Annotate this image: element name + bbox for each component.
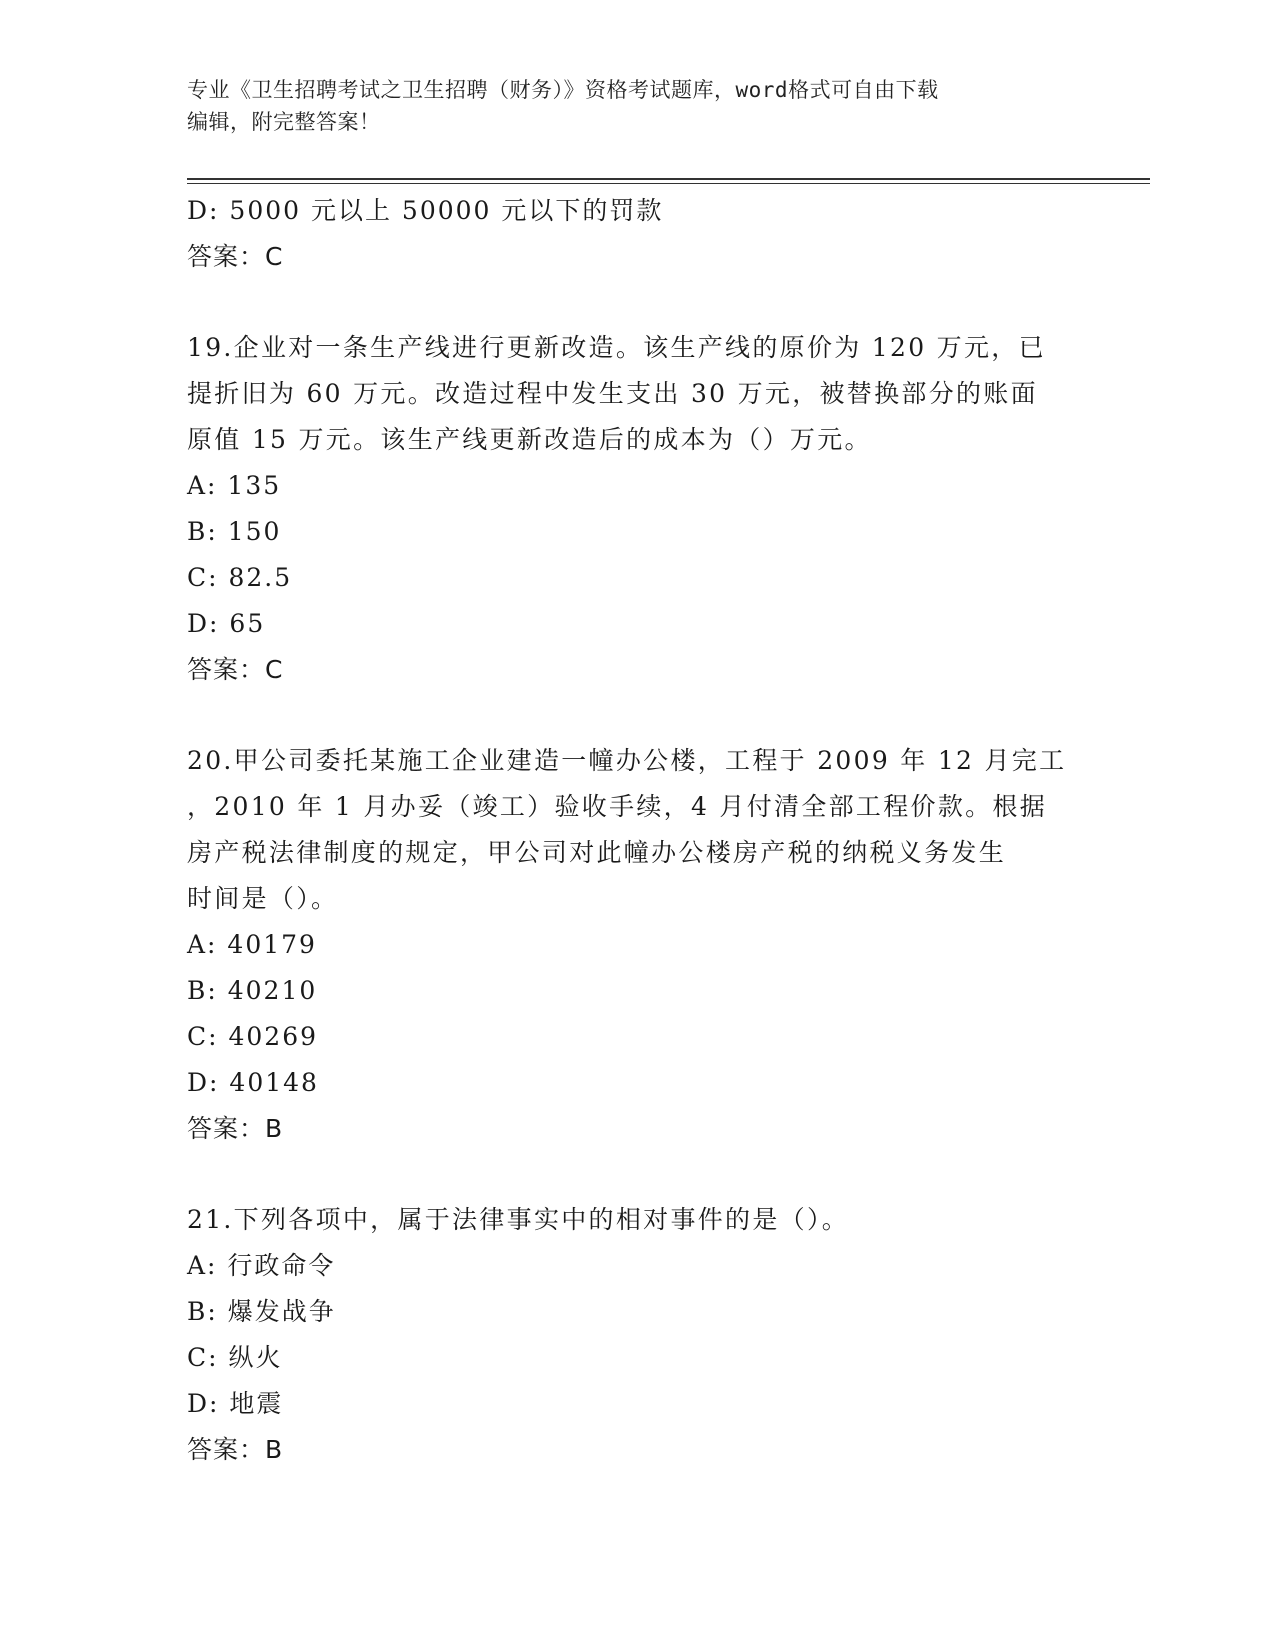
- question-text: 19.企业对一条生产线进行更新改造。该生产线的原价为 120 万元，已: [187, 333, 1046, 362]
- option-b: B: 40210: [187, 976, 318, 1005]
- option-a: A: 40179: [187, 930, 317, 959]
- option-d: D: 40148: [187, 1068, 319, 1097]
- document-header: [187, 74, 1067, 138]
- answer-line: 答案：B: [187, 1114, 284, 1143]
- option-c: C: 82.5: [187, 563, 293, 592]
- option-b: B: 150: [187, 517, 282, 546]
- option-a: A: 行政命令: [187, 1251, 336, 1280]
- option-d: D: 5000 元以上 50000 元以下的罚款: [187, 196, 664, 225]
- option-d: D: 65: [187, 609, 266, 638]
- question-list: [187, 188, 1087, 1473]
- question-text: 21.下列各项中，属于法律事实中的相对事件的是（）。: [187, 1205, 850, 1234]
- header-line-1: 专业《卫生招聘考试之卫生招聘（财务）》资格考试题库，word格式可自由下载: [187, 78, 939, 102]
- header-divider-thin: [187, 183, 1150, 184]
- question-21: [187, 1197, 1087, 1473]
- option-b: B: 爆发战争: [187, 1297, 336, 1326]
- header-line-2: 编辑，附完整答案！: [187, 110, 381, 134]
- header-divider: [187, 178, 1150, 180]
- question-19: [187, 325, 1087, 693]
- question-text: 提折旧为 60 万元。改造过程中发生支出 30 万元，被替换部分的账面: [187, 379, 1038, 408]
- question-text: 时间是（）。: [187, 884, 339, 913]
- option-c: C: 40269: [187, 1022, 319, 1051]
- question-text: 20.甲公司委托某施工企业建造一幢办公楼，工程于 2009 年 12 月完工: [187, 746, 1067, 775]
- option-a: A: 135: [187, 471, 282, 500]
- answer-line: 答案：B: [187, 1435, 284, 1464]
- answer-line: 答案：C: [187, 242, 284, 271]
- question-text: 原值 15 万元。该生产线更新改造后的成本为（）万元。: [187, 425, 872, 454]
- question-text: ，2010 年 1 月办妥（竣工）验收手续，4 月付清全部工程价款。根据: [187, 792, 1048, 821]
- answer-line: 答案：C: [187, 655, 284, 684]
- option-d: D: 地震: [187, 1389, 284, 1418]
- question-text: 房产税法律制度的规定，甲公司对此幢办公楼房产税的纳税义务发生: [187, 838, 1007, 867]
- option-c: C: 纵火: [187, 1343, 283, 1372]
- question-20: [187, 738, 1087, 1152]
